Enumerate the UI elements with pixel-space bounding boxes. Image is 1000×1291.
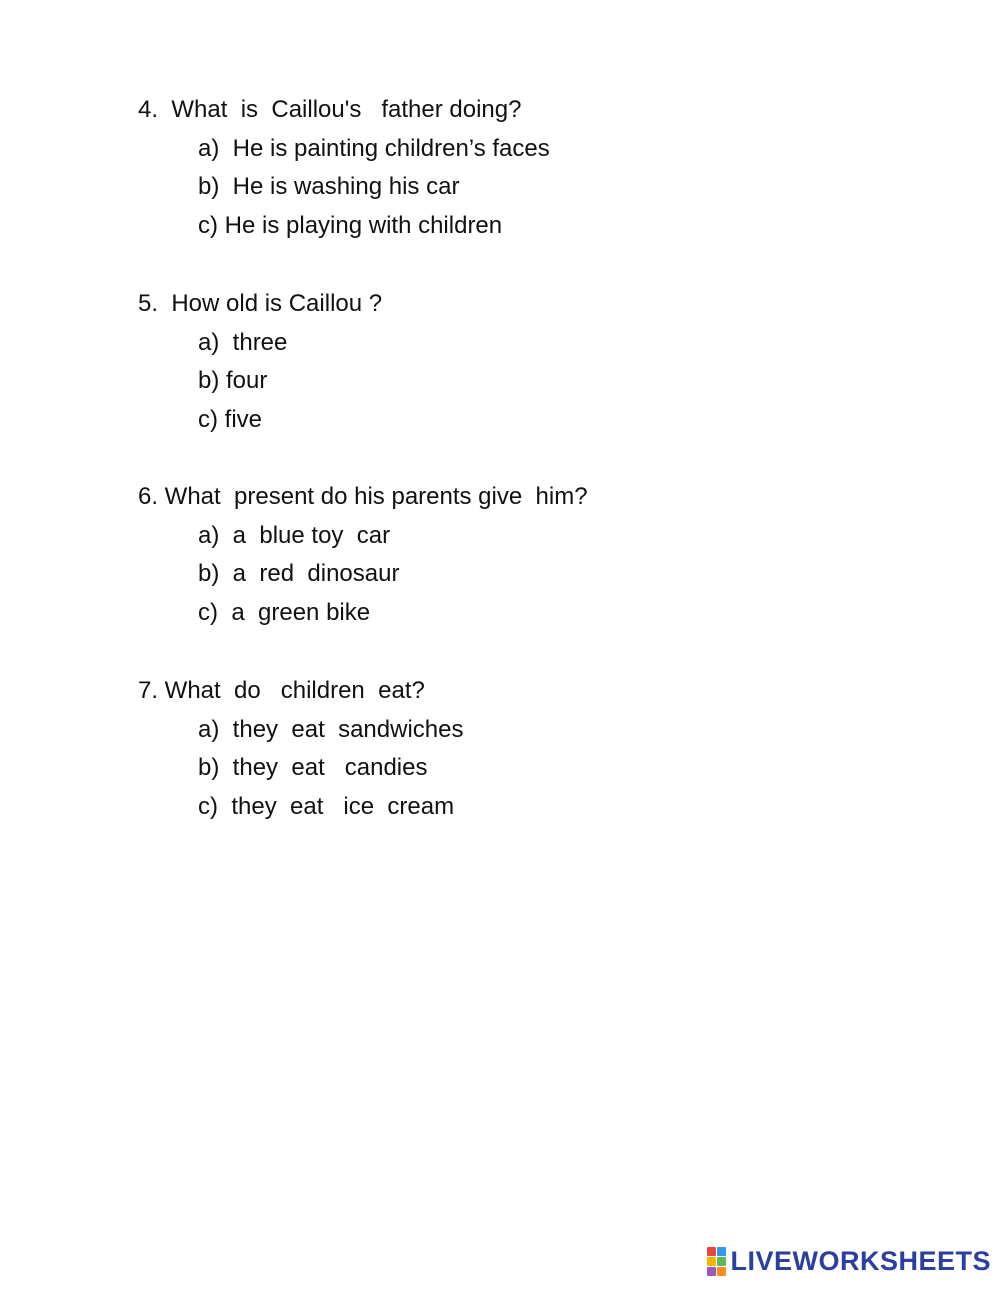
question-text: 7. What do children eat? xyxy=(138,677,425,704)
answer-option-c: c) a green bike xyxy=(198,599,371,627)
liveworksheets-logo-icon xyxy=(707,1247,726,1276)
answer-options xyxy=(138,324,958,440)
answer-option-b: b) four xyxy=(198,367,268,395)
answer-option-a: a) a blue toy car xyxy=(198,521,391,549)
question-4 xyxy=(138,91,958,246)
watermark-text: LIVEWORKSHEETS xyxy=(730,1246,991,1276)
answer-option-b: b) a red dinosaur xyxy=(198,560,400,588)
answer-options xyxy=(138,517,958,633)
answer-option-a: a) three xyxy=(198,328,288,356)
question-5 xyxy=(138,285,958,440)
answer-options xyxy=(138,711,958,827)
answer-options xyxy=(138,130,958,246)
question-7 xyxy=(138,672,958,827)
question-text: 5. How old is Caillou ? xyxy=(138,290,383,317)
question-text: 4. What is Caillou's father doing? xyxy=(138,96,522,123)
liveworksheets-watermark xyxy=(707,1246,991,1276)
question-6 xyxy=(138,478,958,633)
question-text: 6. What present do his parents give him? xyxy=(138,483,588,510)
answer-option-a: a) they eat sandwiches xyxy=(198,715,464,743)
answer-option-b: b) they eat candies xyxy=(198,754,428,782)
answer-option-c: c) five xyxy=(198,406,263,434)
answer-option-c: c) they eat ice cream xyxy=(198,793,455,821)
answer-option-a: a) He is painting children’s faces xyxy=(198,134,550,162)
answer-option-b: b) He is washing his car xyxy=(198,173,460,201)
answer-option-c: c) He is playing with children xyxy=(198,212,503,240)
